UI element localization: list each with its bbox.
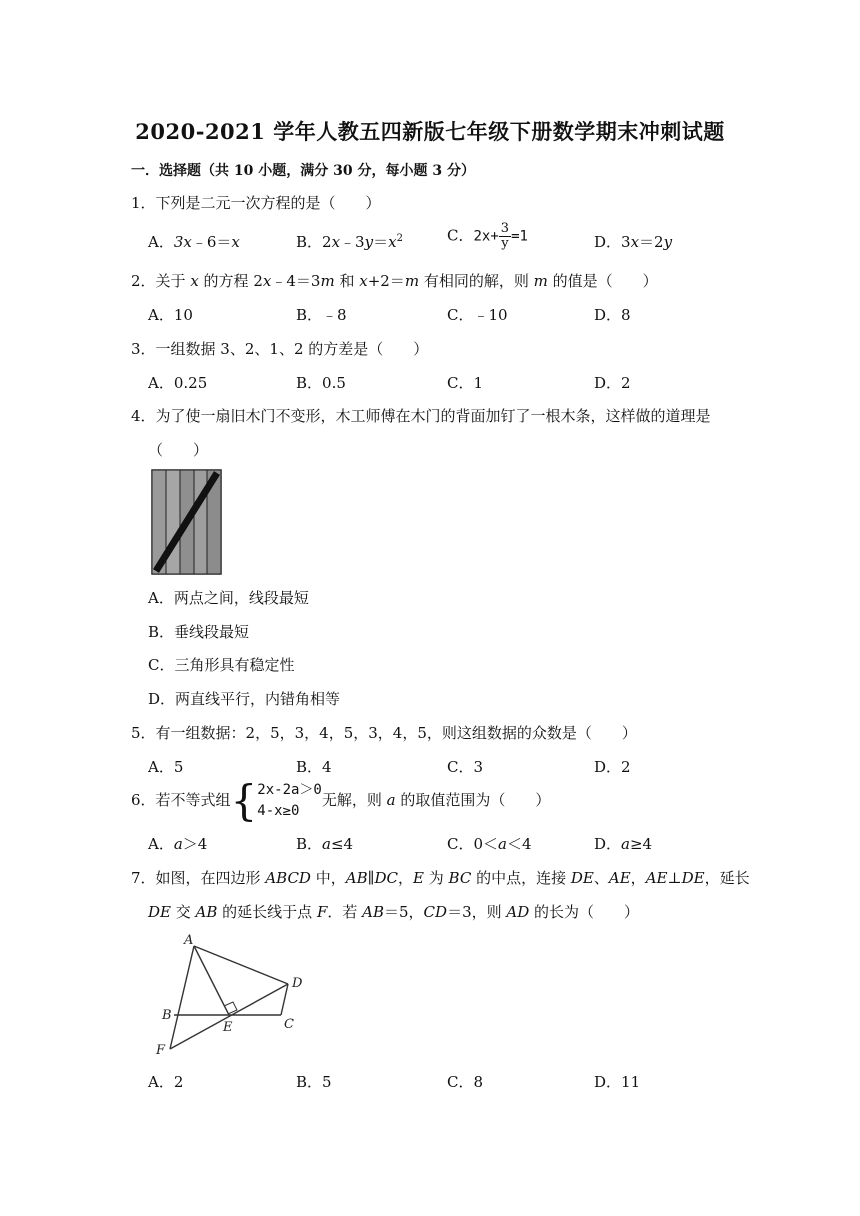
label-c: C bbox=[284, 1017, 294, 1032]
q1-option-b[interactable]: B．$2x﹣3y=x^2$ bbox=[296, 233, 403, 251]
question-4-stem: 4．为了使一扇旧木门不变形，木工师傅在木门的背面加钉了一根木条，这样做的道理是 bbox=[131, 407, 711, 425]
page-title: 2020-2021 学年人教五四新版七年级下册数学期末冲刺试题 bbox=[135, 119, 725, 144]
q5-option-d[interactable]: D．2 bbox=[594, 758, 631, 776]
q1-option-a[interactable]: A．3x﹣6＝x bbox=[148, 233, 240, 251]
q4-option-a[interactable]: A．两点之间，线段最短 bbox=[148, 589, 309, 607]
q6-option-c[interactable]: C．0＜a＜4 bbox=[447, 835, 532, 853]
q2-option-a[interactable]: A．10 bbox=[148, 306, 193, 324]
label-f: F bbox=[156, 1043, 166, 1058]
quadrilateral-figure bbox=[150, 928, 310, 1058]
q1-option-c[interactable]: C．2x+ $\frac{3}{y}$ =1 bbox=[447, 221, 528, 251]
q7-option-a[interactable]: A．2 bbox=[148, 1073, 184, 1091]
q4-option-d[interactable]: D．两直线平行，内错角相等 bbox=[148, 690, 341, 708]
q6-option-d[interactable]: D．a≥4 bbox=[594, 835, 653, 853]
inequality-system: 2x-2a＞0 4-x≥0 bbox=[257, 782, 322, 819]
q7-option-d[interactable]: D．11 bbox=[594, 1073, 641, 1091]
q3-option-c[interactable]: C．1 bbox=[447, 374, 484, 392]
q2-option-c[interactable]: C．﹣10 bbox=[447, 306, 508, 324]
question-3-stem: 3．一组数据 3、2、1、2 的方差是（ ） bbox=[131, 340, 429, 358]
label-b: B bbox=[162, 1008, 172, 1023]
question-1-stem: 1．下列是二元一次方程的是（ ） bbox=[131, 194, 381, 212]
question-5-stem: 5．有一组数据：2，5，3，4，5，3，4，5，则这组数据的众数是（ ） bbox=[131, 724, 637, 742]
inequality-brace: { bbox=[230, 776, 258, 825]
q2-option-d[interactable]: D．8 bbox=[594, 306, 631, 324]
label-d: D bbox=[292, 976, 303, 991]
question-7-stem-line-2: DE 交 AB 的延长线于点 F．若 AB＝5，CD＝3，则 AD 的长为（ ） bbox=[148, 903, 640, 921]
question-7-stem-line-1: 7．如图，在四边形 ABCD 中，AB∥DC，E 为 BC 的中点，连接 DE、AE，AE⊥DE，延长 bbox=[131, 869, 750, 887]
section-heading: 一．选择题（共 10 小题，满分 30 分，每小题 3 分） bbox=[131, 163, 475, 179]
question-4-paren: （ ） bbox=[148, 441, 209, 459]
q3-option-b[interactable]: B．0.5 bbox=[296, 374, 346, 392]
q3-option-d[interactable]: D．2 bbox=[594, 374, 631, 392]
wooden-door-figure bbox=[151, 469, 222, 575]
label-a: A bbox=[184, 933, 194, 948]
q7-option-b[interactable]: B．5 bbox=[296, 1073, 332, 1091]
q1-option-d[interactable]: D．3x＝2y bbox=[594, 233, 673, 251]
q4-option-c[interactable]: C．三角形具有稳定性 bbox=[148, 656, 295, 674]
q4-option-b[interactable]: B．垂线段最短 bbox=[148, 623, 250, 641]
q6-option-a[interactable]: A．a＞4 bbox=[148, 835, 208, 853]
q7-option-c[interactable]: C．8 bbox=[447, 1073, 484, 1091]
label-e: E bbox=[223, 1020, 233, 1035]
question-2-stem: 2．关于 x 的方程 2x﹣4＝3m 和 x+2＝m 有相同的解，则 m 的值是（ ） bbox=[131, 272, 658, 290]
q5-option-b[interactable]: B．4 bbox=[296, 758, 332, 776]
q2-option-b[interactable]: B．﹣8 bbox=[296, 306, 347, 324]
q3-option-a[interactable]: A．0.25 bbox=[148, 374, 208, 392]
q5-option-c[interactable]: C．3 bbox=[447, 758, 484, 776]
q5-option-a[interactable]: A．5 bbox=[148, 758, 184, 776]
q6-option-b[interactable]: B．a≤4 bbox=[296, 835, 354, 853]
question-6-stem: 6．若不等式组{ 2x-2a＞0 4-x≥0 无解，则 a 的取值范围为（ ） bbox=[131, 776, 551, 825]
